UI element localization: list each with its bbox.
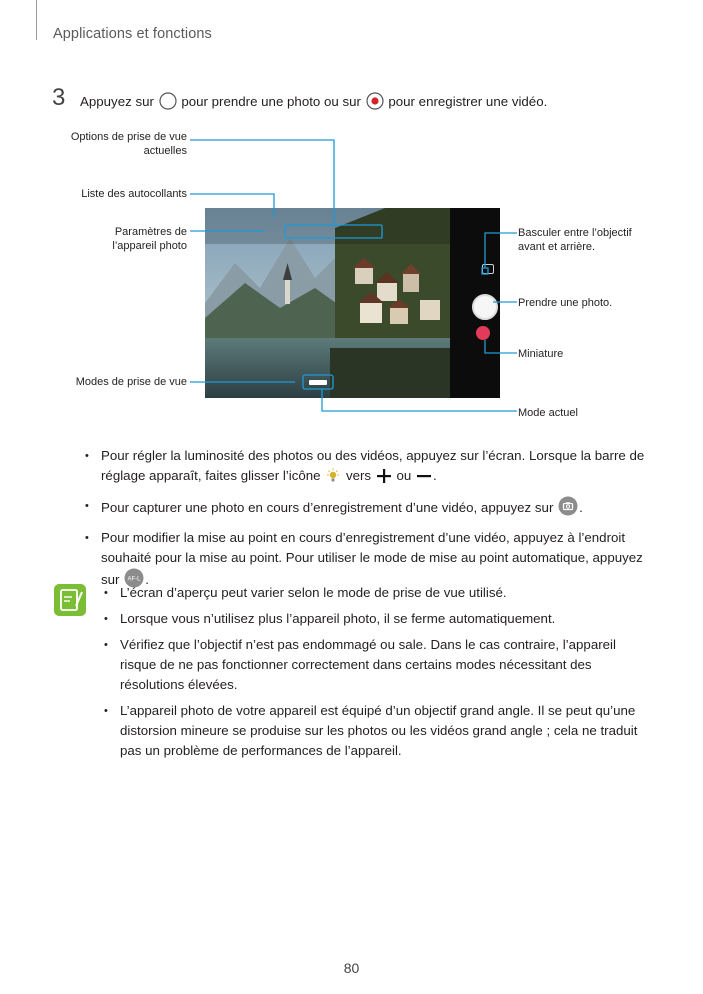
step-text-before: Appuyez sur [80,94,154,109]
tips-list [85,446,655,600]
label-thumbnail: Miniature [518,348,564,360]
camera-preview[interactable] [205,208,450,398]
note-item: • L’écran d’aperçu peut varier selon le mode de prise de vue utilisé. [104,585,507,600]
step-text-after: pour enregistrer une vidéo. [388,94,548,109]
note-icon [54,584,86,616]
minus-icon [416,468,432,490]
note-item: • Vérifiez que l’objectif n’est pas endommagé ou sale. Dans le cas contraire, l’appareil risque de ne pas fonctionner correctement dans certains modes nécessitant des résolutions élevées. [104,637,616,692]
step-instruction [80,92,547,113]
record-circle-icon [366,92,384,113]
label-sticker-list: Liste des autocollants [81,188,187,200]
label-current-mode: Mode actuel [518,407,578,419]
label-shooting-modes: Modes de prise de vue [75,376,187,388]
tip-focus: • Pour modifier la mise au point en cours d’enregistrement d’une vidéo, appuyez à l’endroit souhaité pour la mise au point. Pour utiliser le mode de mise au point automatique, appuyez sur AF-L . [85,528,655,594]
header-rule [36,0,37,40]
note-item: • L’appareil photo de votre appareil est équipé d’un objectif grand angle. Il se peut qu’une distorsion mineure se produise sur les photos ou les vidéos grand angle ; cela ne traduit pas un problème de performances de l’appareil. [104,703,638,758]
switch-camera-icon[interactable] [482,264,494,274]
label-shooting-options: Options de prise de vue actuelles [70,131,187,157]
page-number: 80 [343,960,360,976]
capture-circle-icon [159,92,177,113]
shutter-button[interactable] [472,294,498,320]
brightness-icon [325,468,341,490]
tip-capture-during-video: • Pour capturer une photo en cours d’enregistrement d’une vidéo, appuyez sur . [85,496,655,522]
label-take-photo: Prendre une photo. [518,297,613,309]
svg-text:AF-L: AF-L [127,576,141,583]
tip-brightness: • Pour régler la luminosité des photos ou des vidéos, appuyez sur l’écran. Lorsque la barre de réglage apparaît, faites glisser l’icône vers ou . [85,446,655,490]
camera-control-bar [450,208,500,398]
label-camera-settings: Paramètres de l’appareil photo [112,226,187,252]
camera-capture-icon [558,496,578,522]
page-header-title: Applications et fonctions [53,26,212,42]
preview-top-bar [205,208,450,244]
step-number: 3 [52,84,66,111]
note-item: • Lorsque vous n’utilisez plus l’appareil photo, il se ferme automatiquement. [104,611,556,626]
label-switch-camera: Basculer entre l’objectif avant et arrière. [518,227,632,253]
step-text-middle: pour prendre une photo ou sur [181,94,361,109]
plus-icon [376,468,392,490]
notes-list [104,583,654,767]
thumbnail-button[interactable] [476,326,490,340]
